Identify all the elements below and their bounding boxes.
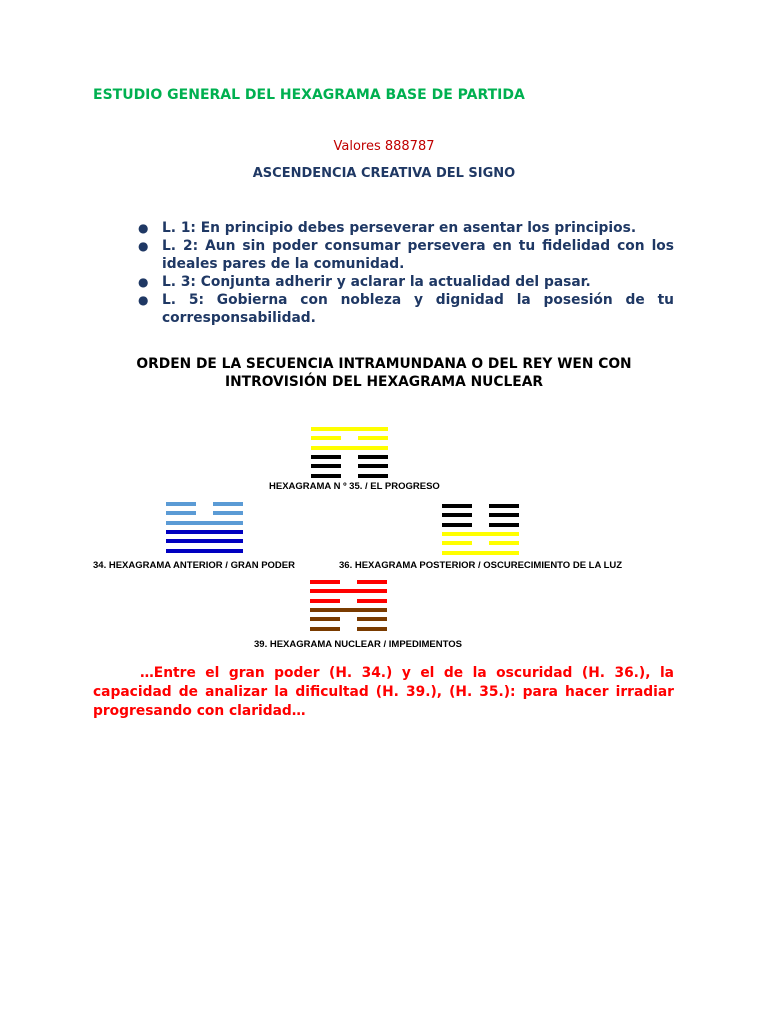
hexagram-solid-line xyxy=(310,589,387,593)
hexagram-solid-line xyxy=(166,539,243,543)
sequence-heading-line-1: ORDEN DE LA SECUENCIA INTRAMUNDANA O DEL REY WEN CON xyxy=(136,356,632,372)
hexagram-broken-line-segment xyxy=(310,580,340,584)
hexagram-broken-line-segment xyxy=(442,504,472,508)
hexagram-broken-line-segment xyxy=(357,617,387,621)
values-line: Valores 888787 xyxy=(333,139,435,154)
hexagram-broken-line-segment xyxy=(358,464,388,468)
list-item-text: L. 3: Conjunta adherir y aclarar la actualidad del pasar. xyxy=(162,274,591,290)
hexagram-36-caption: 36. HEXAGRAMA POSTERIOR / OSCURECIMIENTO DE LA LUZ xyxy=(339,560,623,571)
hexagram-solid-line xyxy=(166,549,243,553)
hexagram-broken-line-segment xyxy=(442,513,472,517)
hexagram-broken-line-segment xyxy=(311,474,341,478)
hexagram-solid-line xyxy=(166,530,243,534)
list-item xyxy=(134,237,674,273)
hexagram-broken-line-segment xyxy=(311,455,341,459)
hexagram-broken-line-segment xyxy=(358,455,388,459)
hexagram-solid-line xyxy=(442,551,519,555)
list-item-text: L. 5: Gobierna con nobleza y dignidad la posesión de tu corresponsabilidad. xyxy=(162,292,674,326)
hexagram-36-icon xyxy=(442,504,519,556)
list-item xyxy=(134,273,674,291)
list-item xyxy=(134,219,674,237)
hexagram-broken-line-segment xyxy=(442,523,472,527)
hexagram-solid-line xyxy=(310,608,387,612)
hexagram-39-icon xyxy=(310,580,387,632)
bullet-icon: ● xyxy=(138,293,149,307)
hexagram-broken-line-segment xyxy=(357,580,387,584)
bullet-icon: ● xyxy=(138,221,149,235)
hexagram-39-caption: 39. HEXAGRAMA NUCLEAR / IMPEDIMENTOS xyxy=(254,639,462,650)
list-item-text: L. 2: Aun sin poder consumar persevera en tu fidelidad con los ideales pares de la comunidad. xyxy=(162,238,674,272)
hexagram-broken-line-segment xyxy=(310,627,340,631)
hexagram-broken-line-segment xyxy=(166,502,196,506)
hexagram-solid-line xyxy=(442,532,519,536)
list-item-text: L. 1: En principio debes perseverar en asentar los principios. xyxy=(162,220,637,236)
hexagram-35-caption: HEXAGRAMA N º 35. / EL PROGRESO xyxy=(269,481,440,492)
sequence-heading xyxy=(0,355,768,391)
hexagram-35-icon xyxy=(311,427,388,479)
hexagram-broken-line-segment xyxy=(357,627,387,631)
hexagram-broken-line-segment xyxy=(358,436,388,440)
hexagram-solid-line xyxy=(166,521,243,525)
hexagram-broken-line-segment xyxy=(358,474,388,478)
hexagram-34-icon xyxy=(166,502,243,554)
closing-paragraph: …Entre el gran poder (H. 34.) y el de la oscuridad (H. 36.), la capacidad de analizar la dificultad (H. 39.), (H. 35.): para hacer irradiar progresando con claridad… xyxy=(93,665,674,719)
hexagram-broken-line-segment xyxy=(213,502,243,506)
hexagram-broken-line-segment xyxy=(489,504,519,508)
hexagram-solid-line xyxy=(311,446,388,450)
hexagram-broken-line-segment xyxy=(311,464,341,468)
hexagram-broken-line-segment xyxy=(310,599,340,603)
hexagram-broken-line-segment xyxy=(489,523,519,527)
document-title: ESTUDIO GENERAL DEL HEXAGRAMA BASE DE PARTIDA xyxy=(93,87,525,103)
hexagram-broken-line-segment xyxy=(489,513,519,517)
bullet-icon: ● xyxy=(138,275,149,289)
hexagram-broken-line-segment xyxy=(489,541,519,545)
sequence-heading-line-2: INTROVISIÓN DEL HEXAGRAMA NUCLEAR xyxy=(224,374,544,390)
line-interpretations-list xyxy=(134,219,674,327)
list-item xyxy=(134,291,674,327)
hexagram-34-caption: 34. HEXAGRAMA ANTERIOR / GRAN PODER xyxy=(93,560,295,571)
hexagram-solid-line xyxy=(311,427,388,431)
hexagram-broken-line-segment xyxy=(310,617,340,621)
hexagram-broken-line-segment xyxy=(213,511,243,515)
bullet-icon: ● xyxy=(138,239,149,253)
section-subtitle: ASCENDENCIA CREATIVA DEL SIGNO xyxy=(252,166,516,181)
hexagram-broken-line-segment xyxy=(311,436,341,440)
hexagram-broken-line-segment xyxy=(357,599,387,603)
hexagram-broken-line-segment xyxy=(166,511,196,515)
hexagram-broken-line-segment xyxy=(442,541,472,545)
